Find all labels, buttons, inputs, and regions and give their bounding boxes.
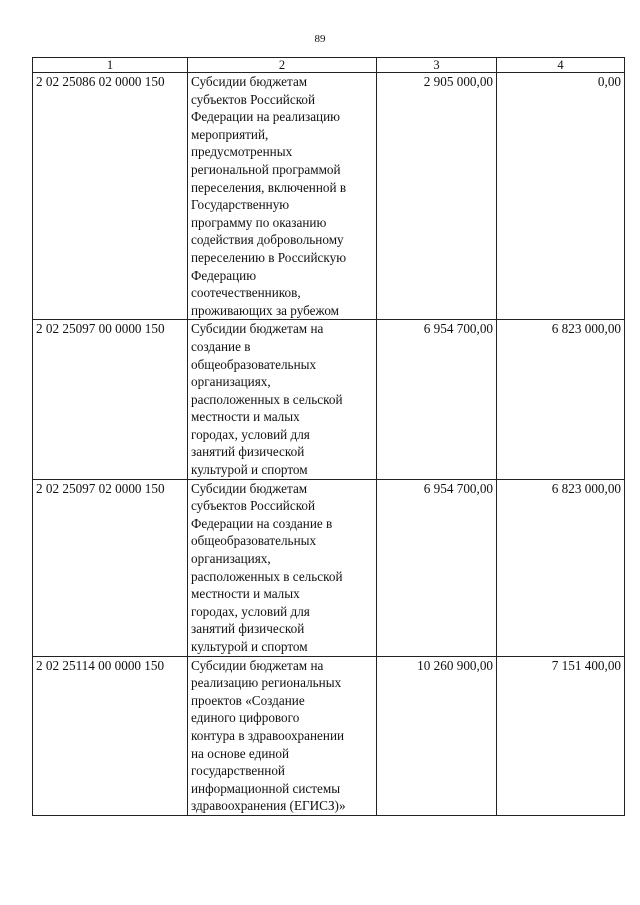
budget-code: 2 02 25114 00 0000 150 (33, 656, 188, 815)
amount-column-4: 6 823 000,00 (497, 479, 625, 656)
name-line: культурой и спортом (191, 639, 308, 654)
table-header-row (33, 58, 625, 73)
name-line: занятий физической (191, 444, 305, 460)
name-line: контура в здравоохранении (191, 727, 345, 743)
name-line: мероприятий, (191, 126, 269, 142)
budget-item-name (188, 73, 377, 320)
name-line: расположенных в сельской (191, 391, 343, 407)
amount-column-3: 10 260 900,00 (377, 656, 497, 815)
column-header-2: 2 (188, 58, 377, 73)
column-header-3: 3 (377, 58, 497, 73)
name-line: Субсидии бюджетам на (191, 657, 324, 673)
name-line: создание в (191, 338, 251, 354)
name-line: занятий физической (191, 621, 305, 637)
name-line: единого цифрового (191, 710, 300, 726)
name-line: региональной программой (191, 161, 341, 177)
name-line: общеобразовательных (191, 356, 317, 372)
name-line: субъектов Российской (191, 498, 316, 514)
name-line: культурой и спортом (191, 462, 308, 478)
amount-column-3: 2 905 000,00 (377, 73, 497, 320)
column-header-1: 1 (33, 58, 188, 73)
name-line: Государственную (191, 197, 290, 213)
name-line: городах, условий для (191, 426, 310, 442)
budget-table (32, 57, 625, 816)
amount-column-3: 6 954 700,00 (377, 479, 497, 656)
name-line: соотечественников, (191, 285, 301, 301)
amount-column-4: 0,00 (497, 73, 625, 320)
name-line: Федерации на реализацию (191, 109, 341, 125)
budget-item-name (188, 479, 377, 656)
name-line: Федерации на создание в (191, 515, 333, 531)
name-line: на основе единой (191, 745, 290, 761)
name-line: городах, условий для (191, 603, 310, 619)
name-line: здравоохранения (ЕГИСЗ)» (191, 798, 346, 814)
budget-code: 2 02 25086 02 0000 150 (33, 73, 188, 320)
name-line: предусмотренных (191, 144, 293, 160)
name-line: информационной системы (191, 780, 341, 796)
name-line: расположенных в сельской (191, 568, 343, 584)
name-line: программу по оказанию (191, 214, 327, 230)
name-line: общеобразовательных (191, 533, 317, 549)
name-line: Федерацию (191, 267, 257, 283)
name-line: местности и малых (191, 409, 300, 425)
name-line: государственной (191, 763, 285, 779)
budget-item-name (188, 656, 377, 815)
page-number: 89 (314, 33, 326, 45)
budget-item-name (188, 320, 377, 479)
name-line: переселения, включенной в (191, 179, 347, 195)
name-line: реализацию региональных (191, 675, 342, 691)
name-line: местности и малых (191, 586, 300, 602)
name-line: Субсидии бюджетам на (191, 321, 324, 337)
budget-code: 2 02 25097 02 0000 150 (33, 479, 188, 656)
name-line: организациях, (191, 551, 271, 567)
name-line: переселению в Российскую (191, 249, 347, 265)
column-header-4: 4 (497, 58, 625, 73)
table-row (33, 479, 625, 656)
name-line: субъектов Российской (191, 91, 316, 107)
name-line: Субсидии бюджетам (191, 480, 308, 496)
name-line: Субсидии бюджетам (191, 74, 308, 89)
amount-column-3: 6 954 700,00 (377, 320, 497, 479)
amount-column-4: 7 151 400,00 (497, 656, 625, 815)
amount-column-4: 6 823 000,00 (497, 320, 625, 479)
table-row (33, 320, 625, 479)
name-line: проживающих за рубежом (191, 302, 340, 318)
name-line: организациях, (191, 374, 271, 390)
name-line: проектов «Создание (191, 692, 305, 708)
budget-code: 2 02 25097 00 0000 150 (33, 320, 188, 479)
name-line: содействия добровольному (191, 232, 344, 248)
table-row (33, 73, 625, 320)
table-row (33, 656, 625, 815)
